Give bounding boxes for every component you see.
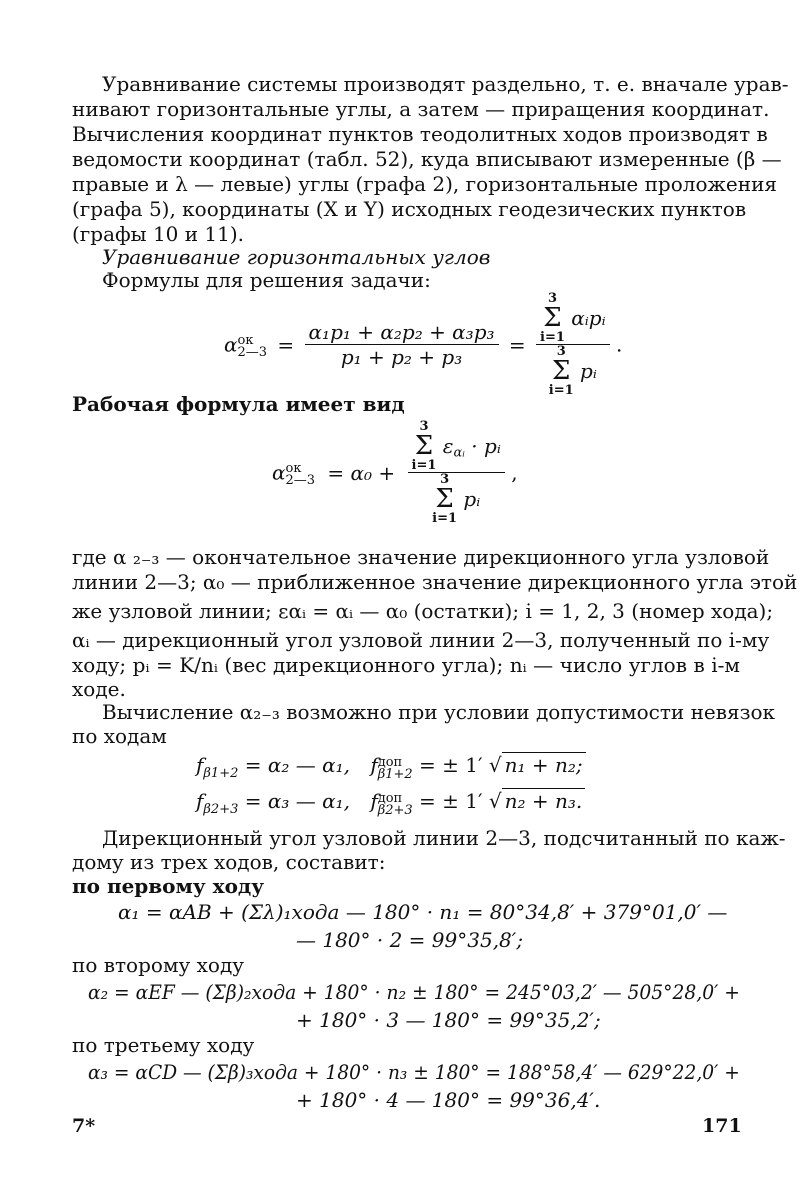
traverse-1-line-1: α₁ = αAB + (Σλ)₁хода — 180° · n₁ = 80°34,8′ + 379°01,0′ — <box>118 900 728 924</box>
sqrt-radicand: n₁ + n₂; <box>502 752 586 777</box>
fraction-summation <box>536 292 610 397</box>
sum-operator <box>540 292 565 344</box>
residual-sub: αᵢ <box>453 445 465 461</box>
formula-end: , <box>511 460 518 485</box>
misclosure-expression: = α₂ — α₁, <box>244 753 350 777</box>
tolerance-sub: β2+3 <box>377 803 413 818</box>
paragraph-line: ведомости координат (табл. 52), куда вписывают измеренные (β — <box>72 147 782 171</box>
direction-intro-line: дому из трех ходов, составит: <box>72 850 386 874</box>
explanation-line: ходе. <box>72 677 126 701</box>
misclosure-expression: = α₃ — α₁, <box>244 789 350 813</box>
formula-lhs: α <box>224 332 238 357</box>
formula-lhs: α <box>272 460 286 485</box>
sum-upper: 3 <box>547 291 557 306</box>
paragraph-line: Вычисления координат пунктов теодолитных ходов производят в <box>72 122 768 146</box>
equals-sign: = <box>277 332 295 357</box>
condition-line: Вычисление α₂₋₃ возможно при условии допустимости невязок <box>102 700 776 724</box>
page-number: 171 <box>702 1115 742 1137</box>
tolerance-indices <box>378 757 413 781</box>
summation-denominator <box>408 473 505 525</box>
traverse-2-line-2: + 180° · 3 — 180° = 99°35,2′; <box>296 1008 601 1032</box>
tolerance-sup: доп <box>377 755 403 770</box>
lhs-sup: ок <box>237 333 254 348</box>
misclosure-symbol: f <box>196 753 204 777</box>
tolerance-sub: β1+2 <box>377 767 413 782</box>
sqrt-radicand: n₂ + n₃. <box>502 788 586 813</box>
fraction-summation <box>408 420 505 525</box>
sum-operator <box>432 473 457 525</box>
condition-line: по ходам <box>72 724 167 748</box>
tolerance-expression: = ± 1′ <box>419 789 483 813</box>
explanation-line: где α ₂₋₃ — окончательное значение дирекционного угла узловой <box>72 545 770 569</box>
formula-working <box>272 420 518 525</box>
sum-upper: 3 <box>419 419 429 434</box>
summation-numerator <box>408 420 505 473</box>
sum-term: · pᵢ <box>471 434 501 458</box>
formula-weighted-mean <box>224 292 622 397</box>
fraction-denominator: p₁ + p₂ + p₃ <box>340 345 463 369</box>
explanation-line: линии 2—3; α₀ — приближенное значение дирекционного угла этой <box>72 570 798 594</box>
sum-lower: i=1 <box>548 383 574 398</box>
sqrt-sign: √ <box>488 753 502 777</box>
paragraph-line: правые и λ — левые) углы (графа 2), горизонтальные проложения <box>72 172 778 196</box>
fraction-numerator: α₁p₁ + α₂p₂ + α₃p₃ <box>305 320 499 345</box>
fraction-explicit <box>305 320 499 369</box>
tolerance-sup: доп <box>377 791 403 806</box>
lhs-indices <box>238 335 268 359</box>
subheading: Уравнивание горизонтальных углов <box>102 245 491 269</box>
misclosure-symbol: f <box>196 789 204 813</box>
lhs-indices <box>286 463 316 487</box>
misclosure-row-1 <box>196 753 586 781</box>
tolerance-symbol: f <box>370 753 378 777</box>
summation-numerator <box>536 292 610 345</box>
sum-upper: 3 <box>556 344 566 359</box>
residual-symbol: ε <box>442 434 454 458</box>
paragraph-line: Уравнивание системы производят раздельно, т. е. вначале урав- <box>102 72 789 96</box>
traverse-3-line-1: α₃ = αCD — (Σβ)₃хода + 180° · n₃ ± 180° = 188°58,4′ — 629°22,0′ + <box>88 1060 740 1084</box>
tolerance-symbol: f <box>370 789 378 813</box>
sum-term: pᵢ <box>463 487 481 511</box>
traverse-1-label: по первому ходу <box>72 874 265 898</box>
misclosure-row-2 <box>196 789 585 817</box>
formula-rhs-start: = α₀ + <box>327 460 396 485</box>
sigma-glyph: Σ <box>543 303 562 333</box>
paragraph-line: (графы 10 и 11). <box>72 222 245 246</box>
explanation-line: ходу; pᵢ = K/nᵢ (вес дирекционного угла); nᵢ — число углов в i-м <box>72 653 740 677</box>
tolerance-expression: = ± 1′ <box>419 753 483 777</box>
paragraph-line: нивают горизонтальные углы, а затем — приращения координат. <box>72 97 770 121</box>
traverse-2-line-1: α₂ = αEF — (Σβ)₂хода + 180° · n₂ ± 180° = 245°03,2′ — 505°28,0′ + <box>88 980 740 1004</box>
traverse-1-line-2: — 180° · 2 = 99°35,8′; <box>296 928 524 952</box>
explanation-line: αᵢ — дирекционный угол узловой линии 2—3, полученный по i-му <box>72 628 770 652</box>
sum-term: αᵢpᵢ <box>571 306 606 330</box>
signature-mark: 7* <box>72 1115 96 1137</box>
working-formula-intro: Рабочая формула имеет вид <box>72 392 405 416</box>
sum-lower: i=1 <box>432 511 458 526</box>
explanation-line: же узловой линии; εαᵢ = αᵢ — α₀ (остатки); i = 1, 2, 3 (номер хода); <box>72 599 774 623</box>
sigma-glyph: Σ <box>414 431 434 461</box>
sigma-glyph: Σ <box>435 484 454 514</box>
lhs-sup: ок <box>285 461 302 476</box>
summation-denominator <box>536 345 610 397</box>
sum-upper: 3 <box>440 472 450 487</box>
lhs-sub: 2—3 <box>237 345 268 360</box>
traverse-2-label: по второму ходу <box>72 953 245 977</box>
misclosure-sub: β1+2 <box>203 766 239 781</box>
tolerance-indices <box>378 793 413 817</box>
direction-intro-line: Дирекционный угол узловой линии 2—3, подсчитанный по каж- <box>102 826 786 850</box>
misclosure-sub: β2+3 <box>203 802 239 817</box>
sum-operator <box>549 345 574 397</box>
equals-sign: = <box>508 332 526 357</box>
formula-end: . <box>615 332 623 357</box>
sigma-glyph: Σ <box>552 356 571 386</box>
paragraph-line: (графа 5), координаты (X и Y) исходных геодезических пунктов <box>72 197 747 221</box>
lhs-sub: 2—3 <box>285 473 316 488</box>
sum-lower: i=1 <box>411 458 437 473</box>
traverse-3-line-2: + 180° · 4 — 180° = 99°36,4′. <box>296 1088 601 1112</box>
sum-lower: i=1 <box>540 330 565 345</box>
traverse-3-label: по третьему ходу <box>72 1033 255 1057</box>
sqrt-sign: √ <box>488 789 502 813</box>
sum-operator <box>412 420 437 472</box>
formulas-intro: Формулы для решения задачи: <box>102 268 431 292</box>
sum-term: pᵢ <box>580 359 597 383</box>
